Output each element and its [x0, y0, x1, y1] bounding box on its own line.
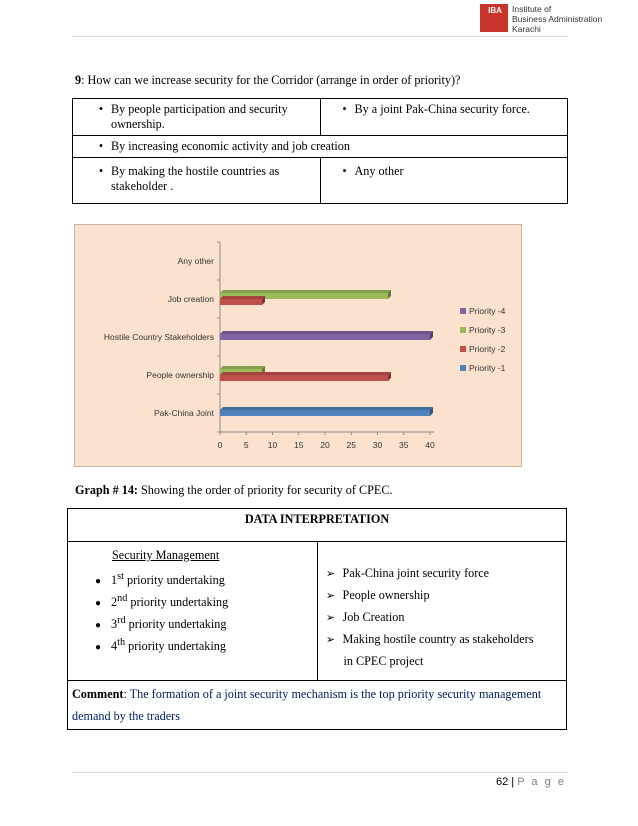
arrow-bullet-icon: ➢: [325, 612, 336, 624]
legend-swatch: [460, 346, 466, 352]
bullet: •: [342, 102, 347, 116]
bar: [220, 375, 388, 381]
answer-text: Making hostile country as stakeholders: [342, 632, 534, 646]
priority-row: [68, 571, 317, 593]
answer-row: [318, 610, 567, 632]
priority-rest: priority undertaking: [125, 639, 226, 654]
priority-sup: rd: [117, 615, 126, 626]
option-cell: [320, 99, 568, 136]
option-text-cont: ownership.: [111, 117, 165, 131]
security-management-heading: Security Management: [112, 548, 220, 562]
options-row: [73, 158, 568, 204]
page-word: P a g e: [517, 776, 566, 788]
comment-cell: [68, 681, 567, 730]
answer-text: People ownership: [342, 588, 430, 602]
category-label: Hostile Country Stakeholders: [103, 332, 214, 342]
bullet-dot: ●: [94, 598, 102, 610]
figure-caption: [75, 483, 393, 498]
legend-label: Priority -3: [469, 325, 506, 335]
bar-top-face: [220, 407, 433, 410]
priority-row: [68, 637, 317, 659]
bar: [220, 334, 430, 340]
bullet-dot: ●: [94, 576, 102, 588]
priority-num: 4: [111, 639, 118, 654]
x-tick-label: 40: [425, 440, 435, 450]
iba-logo-text: IBA: [488, 6, 502, 15]
answer-list-cell: [317, 542, 567, 681]
question: [75, 73, 575, 88]
interpretation-title: DATA INTERPRETATION: [68, 509, 567, 542]
priority-sup: st: [117, 571, 124, 582]
bar-top-face: [220, 290, 391, 293]
x-tick-label: 35: [399, 440, 409, 450]
category-label: Pak-China Joint: [153, 408, 214, 418]
category-label: People ownership: [146, 370, 214, 380]
answer-continuation: in CPEC project: [343, 654, 424, 668]
comment-label: Comment: [72, 687, 124, 701]
priority-rest: priority undertaking: [125, 617, 227, 632]
options-row: [73, 99, 568, 136]
category-label: Any other: [177, 256, 214, 266]
option-text: Any other: [354, 164, 404, 178]
legend-label: Priority -2: [469, 344, 506, 354]
priority-row: [68, 615, 317, 637]
x-tick-label: 15: [294, 440, 304, 450]
legend-swatch: [460, 327, 466, 333]
page-number: 62: [496, 776, 509, 788]
x-tick-label: 25: [346, 440, 356, 450]
institute-line-3: Karachi: [512, 24, 541, 34]
question-text: : How can we increase security for the Corridor (arrange in order of priority)?: [81, 73, 461, 87]
option-text: By a joint Pak-China security force.: [354, 102, 530, 116]
bar: [220, 299, 262, 305]
priority-row: [68, 593, 317, 615]
answer-text: Pak-China joint security force: [342, 566, 490, 580]
x-tick-label: 20: [320, 440, 330, 450]
legend-label: Priority -4: [469, 306, 506, 316]
page-footer: [496, 776, 566, 788]
legend-label: Priority -1: [469, 363, 506, 373]
answer-row: [318, 588, 567, 610]
option-text-cont: stakeholder .: [111, 179, 174, 193]
arrow-bullet-icon: ➢: [325, 568, 336, 580]
institute-line-2: Business Administration: [512, 14, 603, 24]
priority-sup: th: [117, 637, 126, 648]
priority-bar-chart: [74, 224, 522, 467]
question-number: 9: [75, 73, 82, 87]
bullet-dot: ●: [94, 642, 102, 654]
bar-top-face: [220, 331, 433, 334]
x-tick-label: 30: [372, 440, 383, 450]
category-label: Job creation: [167, 294, 214, 304]
priority-num: 2: [111, 595, 118, 610]
header-rule: [72, 36, 568, 37]
options-table: [72, 98, 568, 204]
x-tick-label: 0: [217, 440, 223, 450]
option-cell: [320, 158, 568, 204]
x-tick-label: 10: [267, 440, 278, 450]
priority-num: 1: [111, 573, 118, 588]
priority-sup: nd: [117, 593, 128, 604]
comment-text: : The formation of a joint security mechanism is the top priority security management demand by the traders: [72, 687, 542, 723]
bar-top-face: [220, 296, 265, 299]
answer-text: Job Creation: [342, 610, 405, 624]
option-cell: [73, 136, 568, 158]
bar: [220, 410, 430, 416]
arrow-bullet-icon: ➢: [325, 590, 336, 602]
caption-text: Showing the order of priority for security of CPEC.: [137, 483, 393, 497]
option-text: By increasing economic activity and job creation: [111, 139, 350, 153]
institute-line-1: Institute of: [512, 4, 552, 14]
bullet: •: [98, 164, 104, 178]
option-cell: [73, 158, 321, 204]
priority-list-cell: [68, 542, 318, 681]
footer-separator: |: [508, 776, 518, 788]
bar-top-face: [220, 366, 265, 369]
bullet: •: [342, 164, 347, 178]
priority-num: 3: [111, 617, 118, 632]
bullet-dot: ●: [94, 620, 102, 632]
legend-swatch: [460, 365, 466, 371]
bullet: •: [98, 102, 104, 116]
bar-top-face: [220, 372, 391, 375]
caption-label: Graph # 14:: [75, 483, 138, 497]
x-tick-label: 5: [243, 440, 249, 450]
option-cell: [73, 99, 321, 136]
option-text: By making the hostile countries as: [111, 164, 280, 178]
interpretation-table: [67, 508, 567, 730]
answer-row: [318, 566, 567, 588]
legend-swatch: [460, 308, 466, 314]
footer-rule: [72, 772, 568, 773]
answer-row: [318, 632, 567, 654]
priority-rest: priority undertaking: [127, 595, 229, 610]
bullet: •: [98, 139, 104, 153]
priority-rest: priority undertaking: [123, 573, 225, 588]
options-row: [73, 136, 568, 158]
option-text: By people participation and security: [111, 102, 288, 116]
arrow-bullet-icon: ➢: [325, 634, 336, 646]
